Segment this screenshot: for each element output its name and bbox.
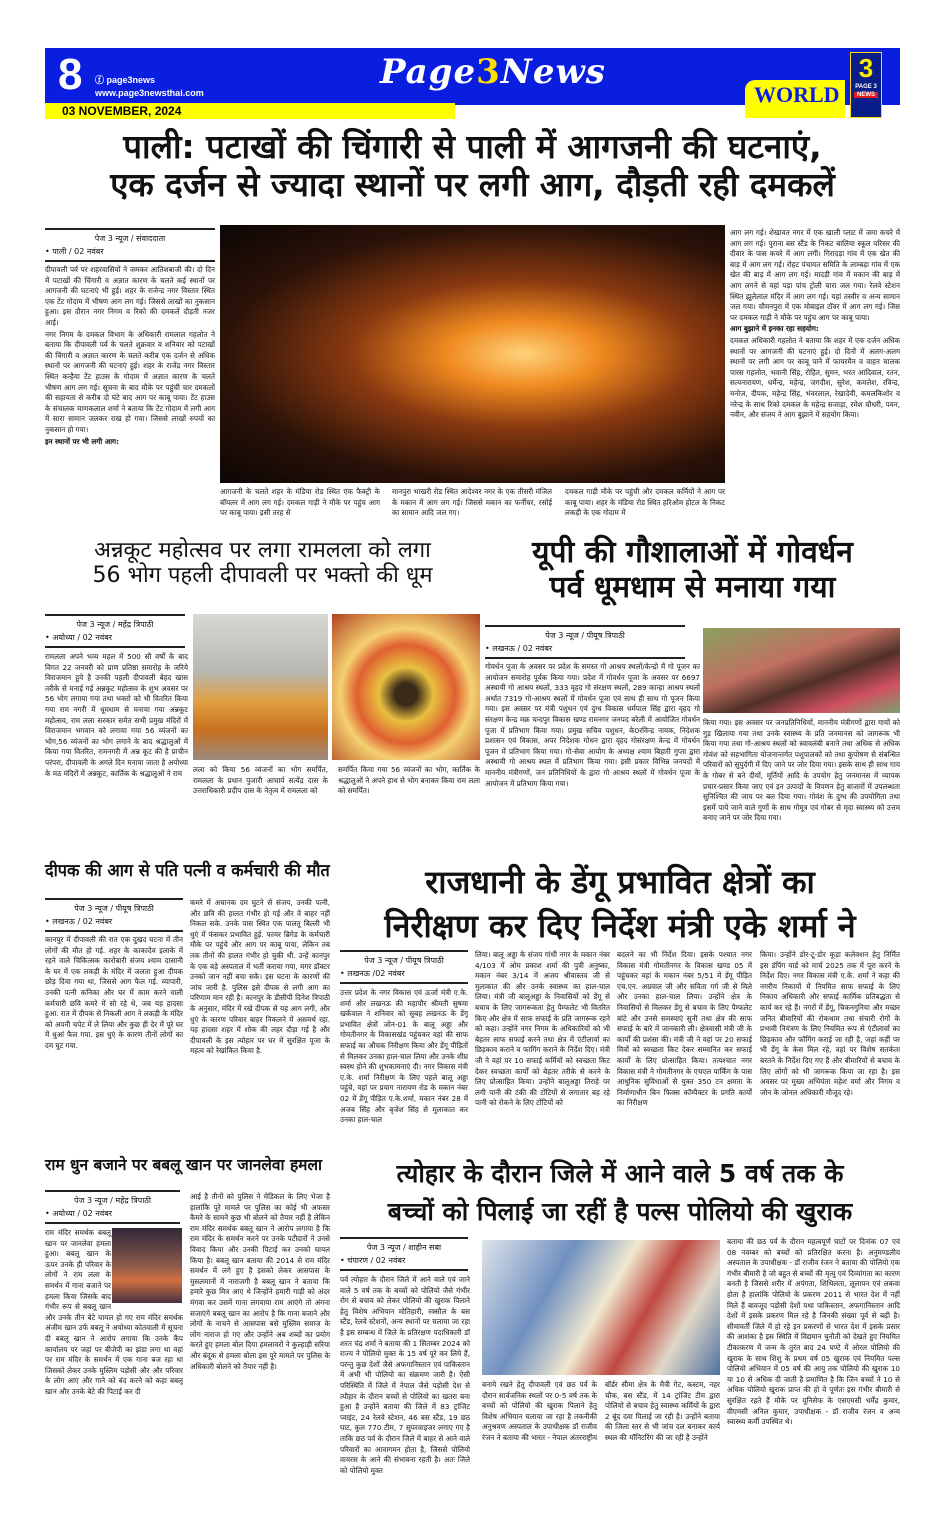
polio-body-3: बताया की छठ पर्व के दौरान महत्वपूर्ण घाटों पर दिनांक 07 एवं 08 नवम्बर को बच्चों को प्रतिरक्षित करना है। अनुमण्डलीय अस्पताल के उपाधीक्षक - डॉ राजीव रंजन ने बताया की पोलियो एक गंभीर बीमारी है जो बहुत से बच्चों की मृत्यु एवं दिव्यांगता का कारण बनती है जिससे शरीर में अपंगता, शिथिलता, लूलापन एवं लकवा होता है हालांकि पोलियो के प्रकरण 2011 से भारत देश में नहीं मिले हैं बावजूद पड़ोसी देशों यथा पाकिस्तान, अफगानिस्तान आदि देशों में इसके प्रकरण मिल रहे है जिनकी संख्या पूर्व से बढ़ी है। सीमावर्ती जिले में हो रहे इन प्रकरणों से भारत देश में इसके प्रसार की आशंका है इस स्थिति में विद्यमान चुनौती को देखते हुए नियमित टीकाकरण में जन्म के तुरंत बाद 24 घण्टे में ओरल पोलियो की खुराक के साथ शिशु के प्रथम वर्ष 05 खुराक एवं नियमित पल्स पोलियो अभियान में 05 वर्ष की आयु तक पोलियो की खुराक 10 या 10 से अधिक दी जाती है प्रमाणित है कि जिन बच्चों ने 10 से अधिक पोलियो खुराक प्राप्त की हो वे पूर्णतः इस गंभीर बीमारी से सुरक्षित रहते हैं मौके पर यूनिसेफ के एसएमसी धर्मेंद्र कुमार, वीएमसी अनिल कुमार, उपाधीक्षक - डॉ राजीव रंजन व अन्य स्वास्थ्य कर्मी उपस्थित थे।: [727, 1237, 900, 1427]
dengue-body-2: लिया। बालू अड्डा के संजय गांधी नगर के मकान नंबर 4/103 में ओम प्रकाश शर्मा की पुत्री अनुष्का, मकान नंबर 3/14 में अजय श्रीवास्तव जी से मुलाकात की और उनके स्वास्थ्य का हाल-चाल लिया। मंत्री जी बालूअड्डा के निवासियों को डेंगू से बचाव के लिए जागरूकता हेतु पैम्फलेट भी वितरित किए और क्षेत्र में साफ सफाई के प्रति जागरूक रहने को कहा। उन्होंने नगर निगम के अधिकारियों को भी बेहतर साफ सफाई करने तथा क्षेत्र में एंटीलार्वा का छिड़काव कराने व फागिंग कराने के निर्देश दिए। मंत्री जी ने वहां पर 10 सफाई कर्मियों को स्वच्छता किट देकर स्वच्छता कार्यों को बेहतर तरीके से करने के लिए प्रोत्साहित किया। उन्होंने बालूअड्डा तिराहे पर लगी पानी की टंकी की टोंटियों से लगातार बह रहे पानी को रोकने के लिए टोंटियों को: [475, 950, 610, 1108]
headline-line-text: बच्चों को पिलाई जा रहीं है पल्स पोलियो की खुराक: [387, 1197, 853, 1226]
headline-line-text: एक दर्जन से ज्यादा स्थानों पर लगी आग, दौड़ती रही दमकलें: [110, 164, 835, 204]
facebook-handle[interactable]: page3news: [106, 75, 156, 85]
newspaper-logo: Page3News: [380, 52, 606, 92]
polio-body-1: पर्व त्योहार के दौरान जिले में आने वाले एवं जाने वाले 5 वर्ष तक के बच्चों को पोलियो जैसे गंभीर रोग से बचाव को लेकर पोलियो की खुराक पिलाने हेतु विशेष अभियान मोतिहारी, रक्सौल के बस स्टैंड, रेलवे स्टेशनों, अन्य स्थानों पर चलाया जा रहा है इस सम्बन्ध में जिले के प्रतिरक्षण पदाधिकारी डॉ शरत चंद्र शर्मा ने बताया की 1 सितम्बर 2024 को राज्य ने पोलियो मुक्त के 15 वर्ष पूरे कर लिये हैं, परन्तु कुछ देशों जैसे अफगानिस्तान एवं पाकिस्तान में अभी भी पोलियो का संक्रमण जारी है। ऐसी परिस्थिति में जिले में नेपाल जैसे पड़ोसी देश से त्यौहार के दौरान बच्चों से पोलियो का खतरा बना हुआ है उन्होंने बताया की जिले में 83 ट्रांजिट प्वाइंट, 24 रेलवे स्टेशन, 46 बस स्टैंड, 19 छठ घाट, कुल 770 टीम, 7 सुपरवाइजर लगाए गए है ताकि छठ पर्व के दौरान जिले में बाहर से आने वाले परिवारों का आवागमन होता है, जिससे पोलियो वायरस के आने की संभावना रहती है। अतः जिले को पोलियो मुक्त: [340, 1275, 470, 1475]
annakoot-byline: पेज 3 न्यूज / महेंद्र त्रिपाठी • अयोध्या / 02 नवंबर: [45, 614, 185, 648]
ramdhun-byline: पेज 3 न्यूज / महेंद्र त्रिपाठी • अयोध्या / 02 नवंबर: [45, 1190, 180, 1224]
social-info: [95, 74, 204, 100]
dengue-body-4: किया। उन्होंने डोर-टू-डोर कूड़ा कलेक्शन हेतु निर्मित इस डंपिंग यार्ड को मार्च 2025 तक में पूरा करने के निर्देश दिए। नगर विकास मंत्री ए.के. शर्मा ने कहा की नगरीय निकायों में नियमित साफ सफाई के लिए निकाय अधिकारी और सफाई कार्मिक प्रतिबद्धता से कार्य कर रहे हैं। नगरों में डेंगू, चिकनगुनिया और मच्छर जनित बीमारियों की रोकथाम तथा संचारी रोगों के प्रभावी नियंत्रण के लिए नियमित रूप से एंटीलार्वा का छिड़काव और फॉगिंग कराई जा रही है, जहां कहीं पर भी डेंगू के केस मिल रहे, वहां पर विशेष सतर्कता बरतने के निर्देश दिए गए हैं और बीमारियों से बचाव के लिए लोगों को भी जागरूक किया जा रहा है। इस अवसर पर मुख्य अभियंता महेश वर्मा और निगम व जोन के जोनल अधिकारी मौजूद रहे।: [760, 950, 900, 1097]
headline-line-text: 56 भोग पहली दीपावली पर भक्तो की धूम: [92, 563, 433, 589]
lead-caption-3: दमकल गाड़ी मौके पर पहुंची और दमकल कर्मियों ने आग पर काबू पाया। शहर के मंडिया रोड स्थित हरिओम होटल के निकट लकड़ी के एक गोदाम में: [565, 487, 725, 518]
dengue-body-1: उत्तर प्रदेश के नगर विकास एवं ऊर्जा मंत्री ए.के. शर्मा और लखनऊ की महापौर श्रीमती सुषमा खर्कवाल ने शनिवार को सुबह लखनऊ के डेंगू प्रभावित क्षेत्रों जोन-01 के बालू अड्डा और गोमतीनगर के विकासखंड पहुंचकर वहां की साफ सफाई का औचक निरीक्षण किया और डेंगू पीड़ितों से मिलकर उनका हाल-चाल लिया और उनके शीघ्र स्वस्थ होने की शुभकामनाएं दी। नगर विकास मंत्री ए.के. शर्मा निरीक्षण के लिए पहले बालू अड्डा पहुंचे, वहां पर प्रयाग नारायण रोड के मकान नंबर 02 में डेंगू पीड़ित ए.के.शर्मा, मकान नंबर 28 में अजब सिंह और बृजेश सिंह से मुलाकात कर उनका हाल-चाल: [340, 988, 468, 1125]
cow-worship-photo: [703, 628, 900, 713]
gaushala-body-left: गोवर्धन पूजा के अवसर पर प्रदेश के समस्त गो आश्रय स्थलों/केन्द्रो में गो पूजन का आयोजन समारोह पूर्वक किया गया। प्रदेश में गोवर्धन पूजा के अवसर पर 6697 अस्थायी गो आश्रय स्थलों, 333 वृहद गो संरक्षण स्थलों, 289 कान्हा आश्रय स्थलों अर्थात 7319 गो-आश्रय स्थलों में गोवर्धन पूजा एवं साथ ही साथ गो पूजन किया गया। इस अवसर पर मंत्री पशुधन एवं दुग्ध विकास धर्मपाल सिंह द्वारा वृहद गो संरक्षण केन्द्र मक्र चन्दपुर विकास खण्ड रामनगर जनपद बरेली में आयोजित गोवर्धन पूजा में प्रतिभाग किया गया। प्रमुख सचिव पशुधन, के0रविन्द्र नायक, निदेशक प्रशासन एवं विकास, अपर निदेशक गोधन द्वारा वृहद गोसंरक्षण केन्द्र में गोवर्धन पूजन में प्रतिभाग किया गया। गो-सेवा आयोग के अध्यक्ष श्याम बिहारी गुप्ता द्वारा अस्थायी गो आश्रय स्थल में प्रतिभाग किया गया। इसी प्रकार विभिन्न जनपदों में माननीय मंत्रीगणों, जन प्रतिनिधियों के द्वारा गो आश्रय स्थलों में गोवर्धन पूजा के आयोजन में प्रतिभाग किया गया।: [485, 662, 700, 788]
lead-byline: पेज 3 न्यूज / संवाददाता • पाली / 02 नवंबर: [45, 228, 215, 262]
page3-badge: 3 PAGE 3 NEWS: [850, 52, 882, 118]
ramdhun-headline: [45, 1157, 330, 1175]
headline-line-text: निरीक्षण कर दिए निर्देश मंत्री एके शर्मा ने: [384, 907, 856, 945]
deepak-byline: पेज 3 न्यूज / पीयूष त्रिपाठी • लखनऊ / 02 नवंबर: [45, 898, 183, 932]
gaushala-headline: [485, 536, 900, 605]
deepak-body-1: कानपुर में दीपावली की रात एक दुखद घटना में तीन लोगों की मौत हो गई. शहर के काकादेव इलाके में रहने वाले चिकित्सक कारोबारी संजय श्याम दासानी के घर में एक लकड़ी के मंदिर में जलता हुआ दीपक छोड़ दिया गया था, जिससे आग फैल गई. व्यापारी, उनकी पत्नी कनिका और घर में काम करने वाली कर्मचारी छवि कमरे में सो रहे थे, जब यह हादसा हुआ. रात में दीपक से निकली आग ने लकड़ी के मंदिर को अपनी चपेट में ले लिया और कुछ ही देर में पूरे घर में धुआं फैल गया. इस धुएं के कारण तीनों लोगों का दम घुट गया.: [45, 935, 183, 1050]
ramlala-photo-2: [332, 614, 480, 760]
polio-drive-photo: [482, 1240, 720, 1375]
headline-line-text: अन्नकूट महोत्सव पर लगा रामलला को लगा: [94, 538, 431, 563]
polio-byline: पेज 3 न्यूज / शाहीन सबा • चंपारण / 02 नवंबर: [340, 1237, 468, 1271]
headline-line-text: त्योहार के दौरान जिले में आने वाले 5 वर्ष तक के: [396, 1159, 844, 1188]
lead-body-left: दीपावली पर्व पर शहरवासियों ने जमकर आतिशबाजी की। दो दिन में पटाखों की चिंगारी व अज्ञात कारण के चलते कई स्थानों पर आगजनी की घटनाएं भी हुई। शहर के राजेन्द्र नगर विस्तार स्थित एक टेंट गोदाम में भीषण आग लग गई। जिससे लाखों का नुकसान हुआ। इस दौरान नगर निगम व रिको की दमकलें दौड़ती नजर आई। नगर निगम के दमकल विभाग के अधिकारी रामलाल गहलोत ने बताया कि दीपावली पर्व के चलते शुक्रवार व शनिवार को पटाखों की चिंगारी व अज्ञात कारण के चलते करीब एक दर्जन से अधिक स्थानों पर आगजनी की घटनाएं हुई। शहर के राजेंद्र नगर विस्तार स्थित कन्हैया टेंट हाउस के गोदाम में अज्ञात कारण के चलते भीषण आग लग गई। सूचना के बाद मौके पर पहुंची चार दमकलों की सहायता से करीब दो घंटे बाद आग पर काबू पाया। टेंट हाउस के संचालक माणकलाल शर्मा ने बताया कि टेंट गोदाम में लगी आग में सारा सामान जलकर राख हो गया। जिससे लाखों रुपयों का नुकसान हो गया। इन स्थानों पर भी लगी आग:: [45, 265, 215, 446]
dengue-headline: [340, 860, 900, 948]
ramdhun-body-2: आई है तीनों को पुलिस ने मेडिकल के लिए भेजा है हालांकि पूरे मामले पर पुलिस का कोई भी अफसर कैमरे के सामने कुछ भी बोलने को तैयार नहीं है लेकिन राम मंदिर समर्थक बबलू खान ने आरोप लगाया है कि राम मंदिर के समर्थन करने पर उनके पटीदारों ने उनसे विवाद किया और उनकी पिटाई कर उनको घायल किया है। बबलू खान बताया की 2014 से राम मंदिर समर्थन में लगे हुए है इसको लेकर आसपास के मुसलमानों में नाराजगी है बबलू खान ने बताया कि हमारे कुछ मित्र आए थे जिन्होंने हमारी गाड़ी को अंदर मंगवा कर उसमें गाना लगवाया राम आएंगे तो अंगना सजाएंगे बबलू खान का आरोप है कि गाना बजाने और लोगों के नाचने से आसपास बसे मुस्लिम समाज के लोग नाराज हो गए और उन्होंने अब शब्दों का प्रयोग करते हुए हमला बोल दिया हमलावरों ने कुल्हाड़ी सरिया और बंदूक से हमला बोला इस पूरे मामले पर पुलिस के अधिकारी बोलने को तैयार नहीं है।: [190, 1192, 330, 1371]
headline-line-text: दीपक की आग से पति पत्नी व कर्मचारी की मौत: [45, 861, 330, 881]
gaushala-body-right: किया गया। इस अवसर पर जनप्रतिनिधियों, माननीय मंत्रीगणों द्वारा गायों को गुड़ खिलाया गया तथा उनके स्वास्थ्य के प्रति जनमानस को जागरूक भी किया गया तथा गो-आश्रय स्थलों को स्वावलंबी बनाने तथा अधिक से अधिक गोवंश को सहभागिता योजनान्तर्गत पशुपालकों को तथा कुपोषण से संबन्धित परिवारों को सुपुर्दगी में दिए जाने पर जोर दिया गया। इसके साथ ही साथ गाय के गोबर से बने दीयों, मूर्तियों आदि के उपयोग हेतु जनमानस में व्यापक प्रचार-प्रसार किया जाए एवं इन उत्पादों के विपणन हेतु बाजारों में उपलब्धता सुनिश्चित की जाय पर बल दिया गया। गोवंश के दुग्ध की उपयोगिता तथा इसमें पाये जाने वाले गुणों के साथ गोमूत्र एवं गोबर से मृदा स्वास्थ्य को उत्तम बनाए जाने पर जोर दिया गया।: [703, 718, 900, 823]
fire-photo: [220, 225, 725, 483]
annakoot-caption-1: लला को किया 56 व्यंजनों का भोग समर्पित, रामलला के प्रधान पुजारी आचार्य सत्येंद्र दास के उत्तराधिकारी प्रदीप दास के नेतृत्व में रामलला को: [193, 765, 328, 796]
ramlala-photo-1: [193, 614, 328, 760]
website-link[interactable]: www.page3newsthai.com: [95, 88, 204, 98]
headline-line-text: यूपी की गौशालाओं में गोवर्धन: [532, 535, 853, 570]
lead-caption-1: आगजनी के चलते शहर के मंडिया रोड स्थित एक फैक्ट्री के बॉयलर में आग लग गई। दमकल गाड़ी ने मौके पर पहुंच आग पर काबू पाया। इसी तरह से: [220, 487, 380, 518]
polio-headline: [340, 1155, 900, 1231]
dengue-body-3: बदलने का भी निर्देश दिया। इसके पश्चात नगर विकास मंत्री गोमतीनगर के विकास खण्ड 05 में पहुंचकर वहां के मकान नंबर 5/51 में डेंगू पीड़ित एच.एन. अग्रवाल जी और सविता गर्ग जी से मिले और उनका हाल-चाल लिया। उन्होंने क्षेत्र के निवासियों से मिलकर डेंगू से बचाव के लिए पैम्फलेट बांटे और उनसे समस्याएं सुनी तथा क्षेत्र की साफ सफाई के बारे में जानकारी ली। क्षेत्रवासी मंत्री जी के कार्यों की प्रशंसा की। मंत्री जी ने वहां पर 20 सफाई मित्रों को स्वच्छता किट देकर सम्मानित कर सफाई कार्यों के लिए प्रोत्साहित किया। तत्पश्चात नगर विकास मंत्री ने गोमतीनगर के एचएल पार्किंग के पास आधुनिक सुविधाओं से युक्त 350 टन क्षमता के निर्माणाधीन बिन फिक्स कॉम्पैक्टर के प्रगति कार्यों का निरीक्षण: [617, 950, 752, 1108]
deepak-body-2: कमरे में अचानक दम घुटने से संजय, उनकी पत्नी, और छवि की हालत गंभीर हो गई और वे बाहर नहीं निकल सके. उनके पास स्थित एक पालतू बिल्ली भी धुएं में फंसकर प्रभावित हुई. फायर ब्रिगेड के कर्मचारी मौके पर पहुंचे और आग पर काबू पाया, लेकिन तब तक तीनों की हालत गंभीर हो चुकी थी. उन्हें कानपुर के एक बड़े अस्पताल में भर्ती कराया गया, मगर डॉक्टर उनको जान नहीं बचा सके। इस घटना के कारणों की जांच जारी है. पुलिस इसे दीपक से लगी आग का परिणाम मान रही है। कानपुर के डीसीपी दिनेश त्रिपाठी के अनुसार, मंदिर में रखे दीपक से यह आग लगी, और धुएं के कारण परिवार बाहर निकलने में असमर्थ रहा. यह हादसा शहर में शोक की लहर दौड़ा गई है और दीपावली के इस त्योहार पर घर में सुरक्षित पूजा के महत्व को रेखांकित किया है.: [190, 898, 330, 1056]
annakoot-caption-2: समर्पित किया गया 56 व्यंजनों का भोग, कार्तिक के श्रद्धालुओं ने अपने हाथ से भोग बनाकर किया राम लला को समर्पित।: [338, 765, 480, 796]
dengue-byline: पेज 3 न्यूज / पीयूष त्रिपाठी • लखनऊ /02 नवंबर: [340, 950, 468, 984]
annakoot-headline: [45, 538, 480, 589]
ramdhun-body-1: राम मंदिर समर्थक बबलू खान पर जानलेवा हमला हुआ। बबलू खान के ऊपर उनके ही परिवार के लोगों ने राम लला के समर्थन में गाना बजाने पर हमला किया जिसके बाद गंभीर रूप से बबलू खान और उनके तीन बेटे घायल हो गए राम मंदिर समर्थक अंजीम खान उर्फ बबलू ने अयोध्या कोतवाली में सूचना दी बबलू खान ने आरोप लगाया कि उनके कैंप कार्यालय पर जहां पर बीजेपी का झंडा लगा था वहां पर राम मंदिर के समर्थन में एक गाना बज रहा था जिसको लेकर उनके मुस्लिम पड़ोसी और और परिवार के लोग आए और गाने को बंद करने को कहा बबलू खान और उनके बेटे की पिटाई कर दी: [45, 1228, 183, 1396]
lead-body-right: आग लग गई। शेखावत नगर में एक खाली प्लाट में जमा कचरे में आग लग गई। पुराना बस स्टैंड के निकट बालिया स्कूल परिसर की दीवार के पास कचरे में आग लगी। गिरादड़ा गांव में एक खेत की बाड़ में आग लग गई। रोहट पंचायत समिति के लाम्बड़ा गांव में एक खेत की बाड़ में आग लग गई। मादड़ी गांव में मकान की बाड़ में आग लगने से वहां पड़ा पांच ट्रोली चारा जल गया। रेलवे स्टेशन स्थित झूलेलाल मंदिर में आग लग गई। यहां तस्वीर व अन्य सामान जल गया। चौमनपुरा में एक मोबाइल टॉवर में आग लग गई। जिस पर दमकल गाड़ी ने मौके पर पहुंच आग पर काबू पाया। आग बुझाने में इनका रहा सहयोग: दमकल अधिकारी गहलोत ने बताया कि शहर में एक दर्जन अधिक स्थानों पर आगजनी की घटनाएं हुई। दो दिनों में अलग-अलग स्थानों पर लगी आग पर काबू पाने में फायरमैन व वाहन चालक पारस गहलोत, भवानी सिंह, रोहित, सुमन, भरत आदिवाल, रतन, सत्यनारायण, धर्मेन्द्र, महेन्द्र, जगदीश, सुरेश, कमलेश, रविन्द्र, मनोज, दीपक, महेन्द्र सिंह, भंवरलाल, रेखादेवी, कमलकिशोर व नरेन्द्र के साथ रिको दमकल के महेन्द्र सजाड़ा, रमेश चौधरी, पवन, नवीन, और संजय ने आग बुझाने में सहयोग किया।: [730, 228, 900, 420]
page-number: 8: [58, 50, 83, 99]
lead-caption-2: मानपुरा भाखरी रोड स्थित आदेश्वर नगर के एक तीसरी मंजिल के मकान में आग लग गई। जिससे मकान का फर्नीचर, रसोई का सामान आदि जल गए।: [392, 487, 552, 518]
headline-line-text: पाली: पटाखों की चिंगारी से पाली में आगजनी की घटनाएं,: [123, 127, 822, 166]
annakoot-body: रामलला अपने भव्य महल में 500 सौ वर्षों के बाद विगत 22 जनवरी को प्राण प्रतिष्ठा समारोह के जरिये विराजमान हुये है उनकी पहली दीपावली बेहद खास तरीके से मनाई गई अन्नकूट महोत्सव के शुभ अवसर पर 56 भोग लगाया गया तथा भक्तो को भी वितरित किया गया राम नगरी में धूमधाम से मनाया गया अन्नकूट महोत्सव, राम लला सरकार समेत सभी प्रमुख मंदिरों में विराजमान भगवान को लगाया गया 56 व्यंजनों का भोग,56 व्यंजनों का भोग लगाने के बाद श्रद्धालुओं में किया गया वितरित, रामनगरी में अन्न कूट की है प्राचीन परंपरा, दीपावली के अगले दिन मनाया जाता है अयोध्या के मठ मंदिरों में अन्नकूट, कार्तिक के श्रद्धालुओं ने राम: [45, 652, 188, 778]
deepak-headline: [45, 862, 330, 882]
polio-body-2: बनाये रखने हेतु दीपावली एवं छठ पर्व के दौरान सार्वजनिक स्थलों पर 0-5 वर्ष तक के बच्चों को पोलियो की खुराक पिलाने हेतु विशेष अभियान चलाया जा रहा है तकनीकी अनुश्रवण अस्पताल के उपाधीक्षक डॉ राजीव रंजन ने बताया की भारत - नेपाल अंतरराष्ट्रीय बॉर्डर सीमा क्षेत्र के मैत्री गेट, कस्टम, नहर चौक, बस स्टैंड, में 14 ट्रांजिट टीम द्वारा पोलियो से बचाव हेतु स्वास्थ्य कर्मियों के द्वारा 2 बूंद दवा पिलाई जा रही है। उन्होंने बताया की जिला स्तर से भी जांच दल बनाकर कार्य स्थल की मॉनिटरिंग की जा रही है उन्होंने: [482, 1380, 720, 1442]
lead-headline: [45, 128, 900, 204]
headline-line-text: राम धुन बजाने पर बबलू खान पर जानलेवा हमला: [45, 1156, 322, 1174]
facebook-icon: ⓕ: [95, 75, 107, 85]
gaushala-byline: पेज 3 न्यूज / पीयूष त्रिपाठी • लखनऊ / 02 नवंबर: [485, 625, 685, 659]
section-label: WORLD: [754, 82, 840, 107]
headline-line-text: पर्व धूमधाम से मनाया गया: [549, 569, 836, 605]
issue-date: 03 NOVEMBER, 2024: [62, 104, 182, 118]
headline-line-text: राजधानी के डेंगू प्रभावित क्षेत्रों का: [425, 863, 815, 901]
